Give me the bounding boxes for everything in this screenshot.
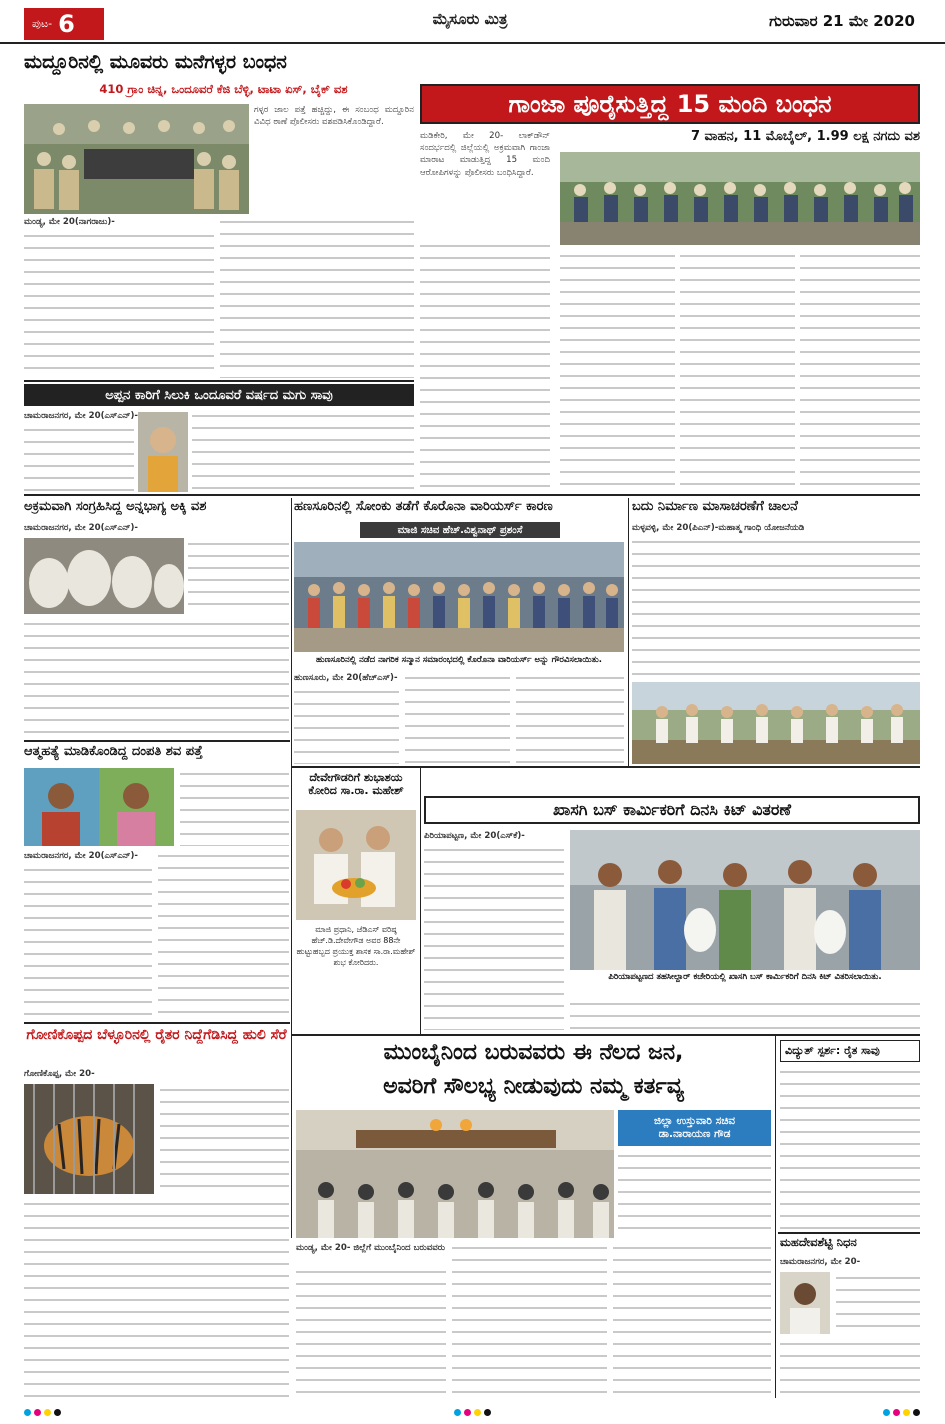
tiger-cage-icon <box>24 1084 154 1194</box>
tiger-photo <box>24 1084 154 1194</box>
photo-group-icon <box>296 1110 614 1238</box>
ganja-body-col4 <box>800 250 920 490</box>
tiger-dateline: ಗೋಣಿಕೊಪ್ಪ, ಮೇ 20- <box>24 1069 95 1079</box>
photo-group-icon <box>570 830 920 970</box>
corona-headline: ಹಣಸೂರಿನಲ್ಲಿ ಸೋಂಕು ತಡೆಗೆ ಕೊರೊನಾ ವಾರಿಯರ್ಸ್ ಕಾರಣ <box>294 500 553 514</box>
registration-dot <box>903 1409 910 1416</box>
corona-subhead: ಮಾಜಿ ಸಚಿವ ಹೆಚ್.ವಿಶ್ವನಾಥ್ ಪ್ರಶಂಸೆ <box>360 522 560 538</box>
registration-dot-group <box>454 1409 491 1416</box>
bund-dateline: ಮಳ್ಳವಳ್ಳಿ, ಮೇ 20(ಪಿಎನ್)-ಮಹಾತ್ಮ ಗಾಂಧಿ ಯೋಜನೆಯಡಿ <box>632 523 805 533</box>
page-label: ಪುಟ- <box>32 17 53 30</box>
registration-marks <box>24 1407 920 1417</box>
wishes-caption: ಮಾಜಿ ಪ್ರಧಾನಿ, ಜೆಡಿಎಸ್ ವರಿಷ್ಠ ಹೆಚ್.ಡಿ.ದೇವೇಗೌಡ ಅವರ 88ನೇ ಹುಟ್ಟುಹಬ್ಬದ ಪ್ರಯುಕ್ತ ಶಾಸಕ ಸಾ.ರಾ.ಮಹೇಶ್ ಶುಭ ಕೋರಿದರು. <box>296 925 416 967</box>
obit-body <box>780 1338 920 1398</box>
child-photo <box>138 412 188 492</box>
maddur-dateline: ಮಂಡ್ಯ, ಮೇ 20(ನಾಗರಾಜು)- <box>24 217 115 227</box>
mumbai-body-col3 <box>613 1242 771 1398</box>
portrait-icon <box>24 768 174 846</box>
shock-body <box>780 1066 920 1230</box>
tiger-body <box>24 1198 289 1398</box>
divider <box>420 768 421 1034</box>
registration-dot <box>24 1409 31 1416</box>
registration-dot <box>454 1409 461 1416</box>
corona-dateline: ಹುಣಸೂರು, ಮೇ 20(ಹೆಚ್‌ಎಸ್)- <box>294 673 398 683</box>
rice-dateline: ಚಾಮರಾಜನಗರ, ಮೇ 20(ಎಸ್‌ಎನ್)- <box>24 523 138 533</box>
maddur-body-text <box>24 230 214 378</box>
maddur-headline: ಮದ್ದೂರಿನಲ್ಲಿ ಮೂವರು ಮನೆಗಳ್ಳರ ಬಂಧನ <box>24 52 287 73</box>
page-number: 6 <box>58 10 75 38</box>
registration-dot <box>893 1409 900 1416</box>
corona-body-col3 <box>516 672 624 764</box>
mumbai-body-col2 <box>452 1242 607 1398</box>
corona-warriors-photo <box>294 542 624 652</box>
tiger-body-right <box>160 1084 289 1194</box>
bus-kit-body-col2 <box>570 998 920 1030</box>
bus-kit-caption: ಪಿರಿಯಾಪಟ್ಟಣದ ತಹಸೀಲ್ದಾರ್ ಕಚೇರಿಯಲ್ಲಿ ಖಾಸಗಿ ಬಸ್ ಕಾರ್ಮಿಕರಿಗೆ ದಿನಸಿ ಕಿಟ್ ವಿತರಿಸಲಾಯಿತು. <box>608 972 882 982</box>
photo-group-icon <box>294 542 624 652</box>
divider <box>292 1034 920 1036</box>
bund-headline: ಬದು ನಿರ್ಮಾಣ ಮಾಸಾಚರಣೆಗೆ ಚಾಲನೆ <box>632 500 798 514</box>
rice-body-col-right <box>188 538 289 614</box>
registration-dot-group <box>24 1409 61 1416</box>
photo-group-icon <box>632 682 920 764</box>
registration-dot-group <box>883 1409 920 1416</box>
ganja-body-col1 <box>420 240 550 490</box>
issue-date: ಗುರುವಾರ 21 ಮೇ 2020 <box>769 12 915 30</box>
photo-group-icon <box>296 810 416 920</box>
bus-kit-body <box>424 844 564 1030</box>
mumbai-dateline: ಮಂಡ್ಯ, ಮೇ 20- ಜಿಲ್ಲೆಗೆ ಮುಂಬೈನಿಂದ ಬರುವವರು <box>296 1243 446 1253</box>
ganja-body-col3 <box>680 250 795 490</box>
wishes-headline: ದೇವೇಗೌಡರಿಗೆ ಶುಭಾಶಯ ಕೋರಿದ ಸಾ.ರಾ. ಮಹೇಶ್ <box>308 772 404 797</box>
mumbai-body-col1 <box>296 1266 446 1398</box>
couple-dateline: ಚಾಮರಾಜನಗರ, ಮೇ 20(ಎಸ್‌ಎನ್)- <box>24 851 138 861</box>
obit-body-right <box>836 1272 920 1334</box>
divider <box>292 766 920 768</box>
couple-photo <box>24 768 174 846</box>
couple-headline: ಆತ್ಮಹತ್ಯೆ ಮಾಡಿಕೊಂಡಿದ್ದ ದಂಪತಿ ಶವ ಪತ್ತೆ <box>24 745 203 759</box>
divider <box>24 380 414 382</box>
maddur-police-photo <box>24 104 249 214</box>
bus-kit-dateline: ಪಿರಿಯಾಪಟ್ಟಣ, ಮೇ 20(ಎಸ್‌ಕೆ)- <box>424 831 525 841</box>
photo-group-icon <box>24 104 249 214</box>
mumbai-headline-line1: ಮುಂಬೈನಿಂದ ಬರುವವರು ಈ ನೆಲದ ಜನ, <box>383 1040 684 1065</box>
registration-dot <box>34 1409 41 1416</box>
ganja-arrest-photo <box>560 152 920 245</box>
registration-dot <box>54 1409 61 1416</box>
divider <box>24 740 290 742</box>
ganja-subhead: 7 ವಾಹನ, 11 ಮೊಬೈಲ್, 1.99 ಲಕ್ಷ ನಗದು ವಶ <box>690 130 920 144</box>
portrait-icon <box>138 412 188 492</box>
rice-bags-icon <box>24 538 184 614</box>
maddur-subhead: 410 ಗ್ರಾಂ ಚಿನ್ನ, ಒಂದೂವರೆ ಕೆಜಿ ಬೆಳ್ಳಿ, ಟಾಟಾ ಏಸ್, ಬೈಕ್ ವಶ <box>99 82 348 96</box>
child-death-dateline: ಚಾಮರಾಜನಗರ, ಮೇ 20(ಎಸ್‌ಎನ್)- <box>24 411 138 421</box>
registration-dot <box>484 1409 491 1416</box>
corona-body-col1 <box>294 686 399 764</box>
mumbai-subhead-line1: ಜಿಲ್ಲಾ ಉಸ್ತುವಾರಿ ಸಚಿವ <box>653 1115 736 1127</box>
divider <box>24 1022 290 1024</box>
maddur-body-text-col2 <box>220 216 414 378</box>
page-number-box <box>24 8 104 40</box>
child-death-headline: ಅಪ್ಪನ ಕಾರಿಗೆ ಸಿಲುಕಿ ಒಂದೂವರೆ ವರ್ಷದ ಮಗು ಸಾವು <box>24 384 414 406</box>
couple-body-col1 <box>24 864 152 1020</box>
bund-photo <box>632 682 920 764</box>
obit-headline: ಮಹದೇವಶೆಟ್ಟಿ ನಿಧನ <box>780 1236 857 1249</box>
child-death-body <box>24 424 134 492</box>
mumbai-subhead-line2: ಡಾ.ನಾರಾಯಣ ಗೌಡ <box>658 1128 731 1140</box>
bus-kit-headline: ಖಾಸಗಿ ಬಸ್ ಕಾರ್ಮಿಕರಿಗೆ ದಿನಸಿ ಕಿಟ್ ವಿತರಣೆ <box>424 796 920 824</box>
registration-dot <box>883 1409 890 1416</box>
divider <box>778 1232 920 1234</box>
portrait-icon <box>780 1272 830 1334</box>
registration-dot <box>913 1409 920 1416</box>
ganja-headline: ಗಾಂಜಾ ಪೂರೈಸುತ್ತಿದ್ದ 15 ಮಂದಿ ಬಂಧನ <box>420 84 920 124</box>
shock-headline: ವಿದ್ಯುತ್ ಸ್ಪರ್ಶ: ರೈತ ಸಾವು <box>780 1040 920 1062</box>
child-death-body-col2 <box>192 410 414 492</box>
divider <box>291 498 292 1238</box>
divider <box>628 498 629 766</box>
masthead: ಮೈಸೂರು ಮಿತ್ರ <box>432 10 508 28</box>
ganja-dateline: ಮಡಿಕೇರಿ, ಮೇ 20- ಲಾಕ್‌ಡೌನ್ ಸಂದರ್ಭದಲ್ಲಿ ಜಿಲ್ಲೆಯಲ್ಲಿ ಅಕ್ರಮವಾಗಿ ಗಾಂಜಾ ಮಾರಾಟ ಮಾಡುತ್ತಿದ್ದ 15 ಮಂದಿ ಆರೋಪಿಗಳನ್ನು ಪೊಲೀಸರು ಬಂಧಿಸಿದ್ದಾರೆ. <box>420 131 550 178</box>
registration-dot <box>464 1409 471 1416</box>
corona-body-col2 <box>405 672 510 764</box>
tiger-headline: ಗೋಣಿಕೊಪ್ಪದ ಬೆಳ್ಳೂರಿನಲ್ಲಿ ರೈತರ ನಿದ್ದೆಗೆಡಿಸಿದ್ದ ಹುಲಿ ಸೆರೆ <box>26 1027 287 1043</box>
obit-portrait <box>780 1272 830 1334</box>
ganja-body-col2 <box>560 250 675 490</box>
divider <box>24 494 920 496</box>
mumbai-body-right <box>618 1150 771 1238</box>
corona-caption: ಹುಣಸೂರಿನಲ್ಲಿ ನಡೆದ ನಾಗರಿಕ ಸನ್ಮಾನ ಸಮಾರಂಭದಲ್ಲಿ ಕೊರೊನಾ ವಾರಿಯರ್ಸ್ ಅನ್ನು ಗೌರವಿಸಲಾಯಿತು. <box>316 655 602 665</box>
obit-dateline: ಚಾಮರಾಜನಗರ, ಮೇ 20- <box>780 1257 861 1267</box>
divider <box>775 1036 776 1398</box>
rice-headline: ಅಕ್ರಮವಾಗಿ ಸಂಗ್ರಹಿಸಿದ್ದ ಅನ್ನಭಾಗ್ಯ ಅಕ್ಕಿ ವಶ <box>24 500 207 514</box>
photo-group-icon <box>560 152 920 245</box>
wishes-photo <box>296 810 416 920</box>
page-header <box>0 0 945 44</box>
rice-bags-photo <box>24 538 184 614</box>
couple-body-col2 <box>158 850 289 1020</box>
mumbai-subhead <box>618 1110 771 1146</box>
couple-body-right <box>180 768 289 846</box>
registration-dot <box>44 1409 51 1416</box>
bund-body <box>632 536 920 678</box>
registration-dot <box>474 1409 481 1416</box>
bus-kit-photo <box>570 830 920 970</box>
mumbai-meeting-photo <box>296 1110 614 1238</box>
mumbai-headline-line2: ಅವರಿಗೆ ಸೌಲಭ್ಯ ನೀಡುವುದು ನಮ್ಮ ಕರ್ತವ್ಯ <box>383 1074 684 1099</box>
rice-body <box>24 618 289 738</box>
maddur-side-text: ಗಳ್ಳರ ಜಾಲ ಪತ್ತೆ ಹಚ್ಚಿದ್ದು, ಈ ಸಂಬಂಧ ಮದ್ದೂರಿನ ವಿವಿಧ ಠಾಣೆ ಪೊಲೀಸರು ವಶಪಡಿಸಿಕೊಂಡಿದ್ದಾರೆ. <box>254 105 414 128</box>
